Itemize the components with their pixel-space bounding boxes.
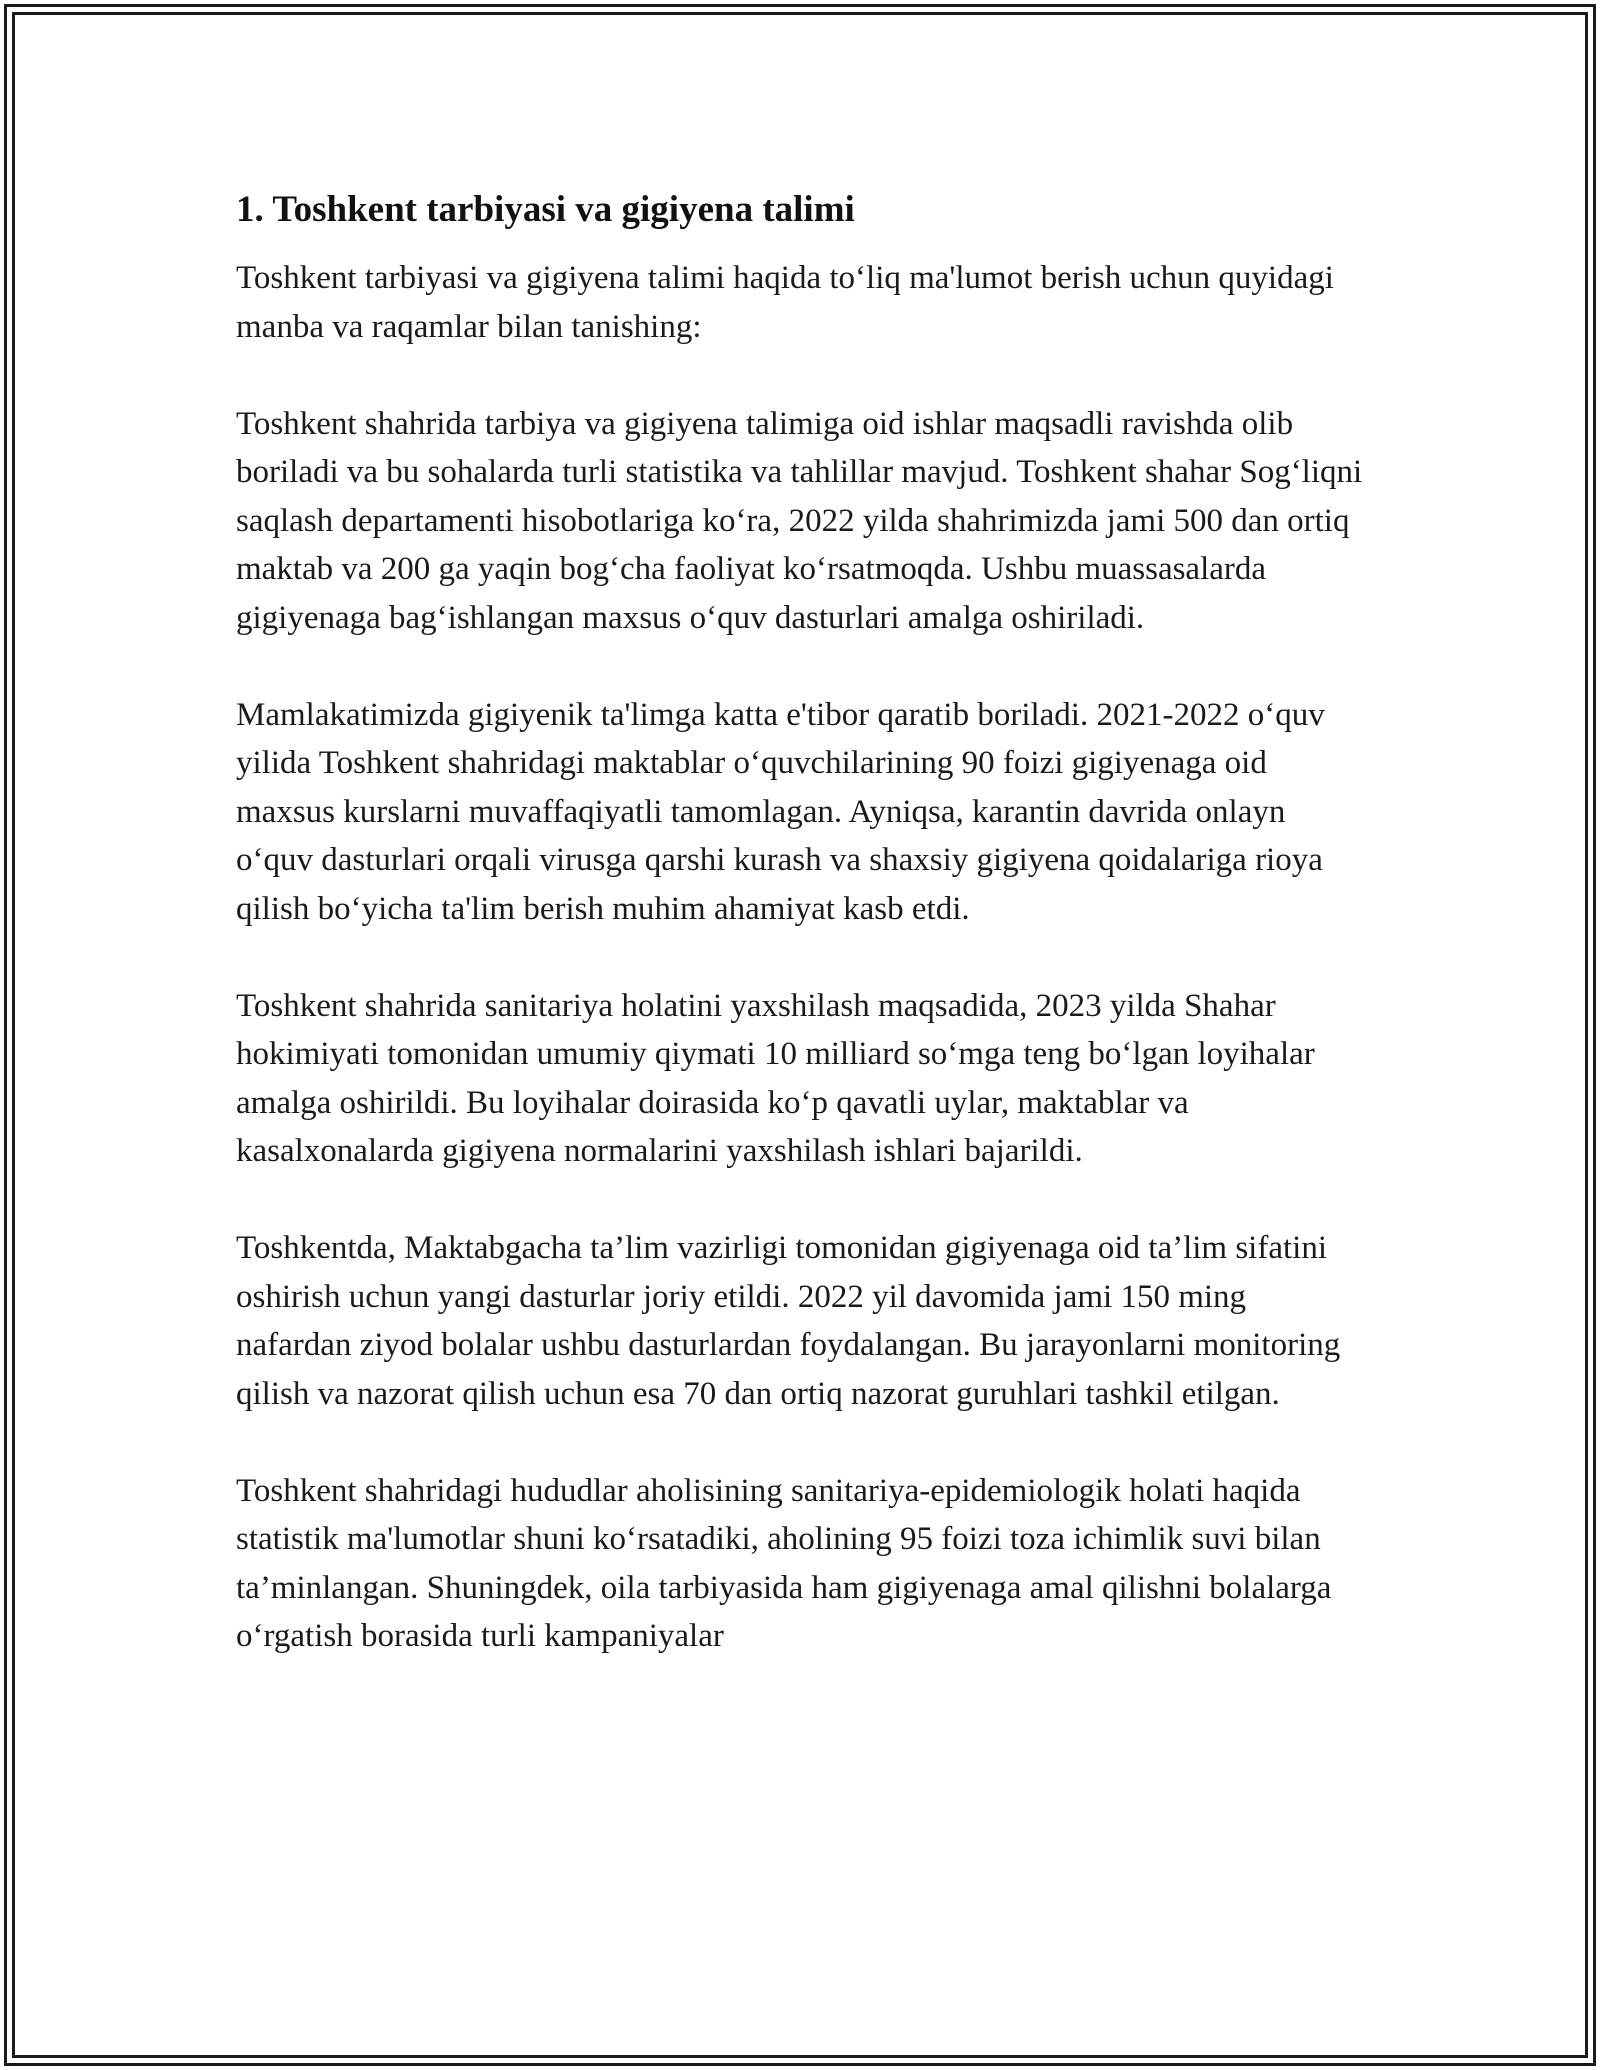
section-heading: 1. Toshkent tarbiyasi va gigiyena talimi [236, 189, 855, 230]
paragraph-preschool-programs: Toshkentda, Maktabgacha ta’lim vazirligi tomonidan gigiyenaga oid ta’lim sifatini oshirish uchun yangi dasturlar joriy etildi. 2022 yil davomida jami 150 ming nafardan ziyod bolalar ushbu dasturlardan foydalangan. Bu jarayonlarni monitoring qilish va nazorat qilish uchun esa 70 dan ortiq nazorat guruhlari tashkil etilgan. [236, 1230, 1341, 1412]
paragraph-hygiene-education: Mamlakatimizda gigiyenik ta'limga katta e'tibor qaratib boriladi. 2021-2022 o‘quv yilida Toshkent shahridagi maktablar o‘quvchilarining 90 foizi gigiyenaga oid maxsus kurslarni muvaffaqiyatli tamomlagan. Ayniqsa, karantin davrida onlayn o‘quv dasturlari orqali virusga qarshi kurash va shaxsiy gigiyena qoidalariga rioya qilish bo‘yicha ta'lim berish muhim ahamiyat kasb etdi. [236, 696, 1325, 927]
paragraph-intro: Toshkent tarbiyasi va gigiyena talimi haqida to‘liq ma'lumot berish uchun quyidagi manba va raqamlar bilan tanishing: [236, 260, 1334, 345]
paragraph-schools-statistics: Toshkent shahrida tarbiya va gigiyena talimiga oid ishlar maqsadli ravishda olib boriladi va bu sohalarda turli statistika va tahlillar mavjud. Toshkent shahar Sog‘liqni saqlash departamenti hisobotlariga ko‘ra, 2022 yilda shahrimizda jami 500 dan ortiq maktab va 200 ga yaqin bog‘cha faoliyat ko‘rsatmoqda. Ushbu muassasalarda gigiyenaga bag‘ishlangan maxsus o‘quv dasturlari amalga oshiriladi. [236, 405, 1363, 636]
paragraph-population-statistics: Toshkent shahridagi hududlar aholisining sanitariya-epidemiologik holati haqida statistik ma'lumotlar shuni ko‘rsatadiki, aholining 95 foizi toza ichimlik suvi bilan ta’minlangan. Shuningdek, oila tarbiyasida ham gigiyenaga amal qilishni bolalarga o‘rgatish borasida turli kampaniyalar [236, 1472, 1332, 1654]
document-page [236, 186, 1366, 1661]
paragraph-sanitation-projects: Toshkent shahrida sanitariya holatini yaxshilash maqsadida, 2023 yilda Shahar hokimiyati tomonidan umumiy qiymati 10 milliard so‘mga teng bo‘lgan loyihalar amalga oshirildi. Bu loyihalar doirasida ko‘p qavatli uylar, maktablar va kasalxonalarda gigiyena normalarini yaxshilash ishlari bajarildi. [236, 987, 1315, 1169]
